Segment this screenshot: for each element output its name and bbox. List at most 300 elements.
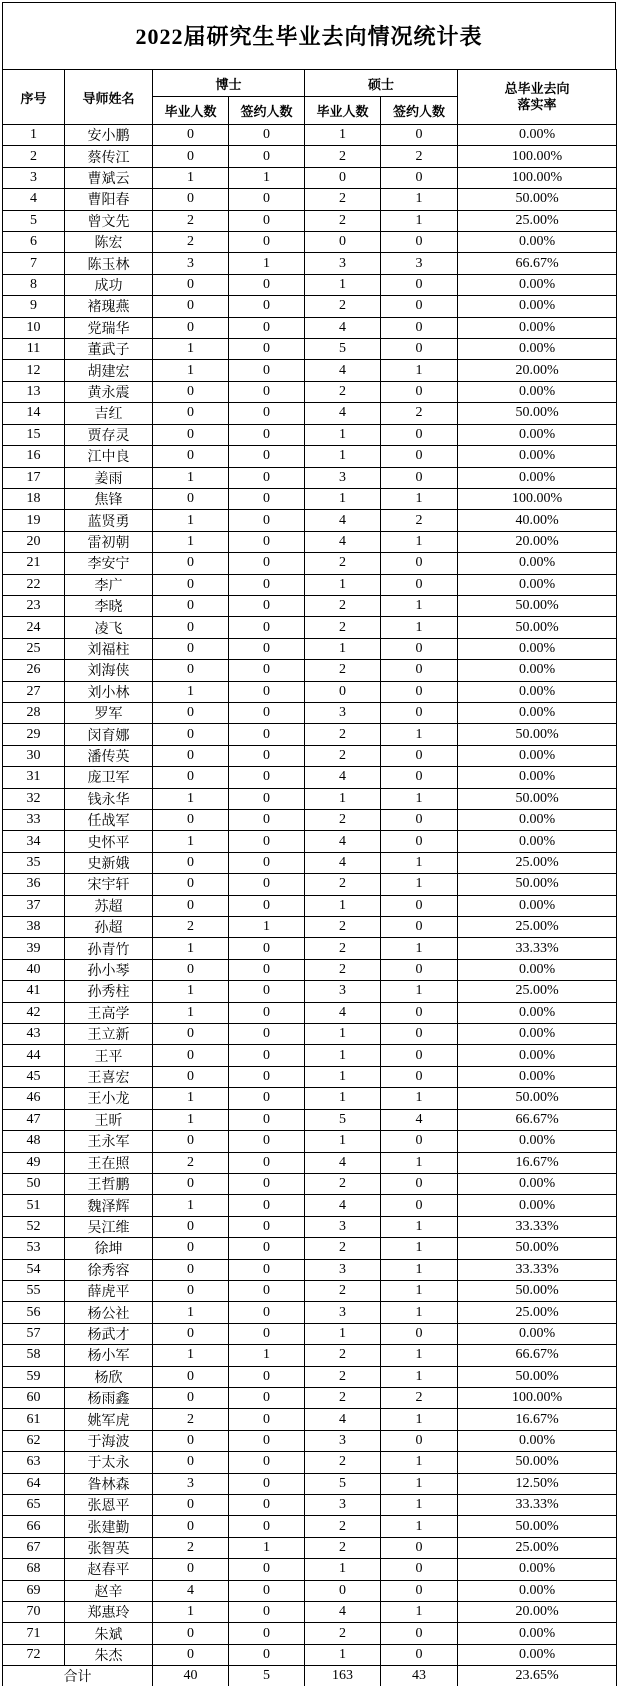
cell-doctor-graduates: 0 [153,1131,229,1152]
table-row [3,1495,617,1516]
cell-placement-rate: 50.00% [458,595,617,616]
cell-placement-rate: 50.00% [458,1452,617,1473]
cell-doctor-signed: 0 [229,1002,305,1023]
table-row [3,531,617,552]
cell-doctor-signed: 0 [229,959,305,980]
col-header-index: 序号 [3,70,65,125]
table-row [3,617,617,638]
cell-doctor-graduates: 1 [153,1195,229,1216]
cell-placement-rate: 50.00% [458,1366,617,1387]
cell-master-graduates: 2 [305,1387,381,1408]
cell-doctor-graduates: 2 [153,232,229,253]
cell-placement-rate: 0.00% [458,660,617,681]
table-row [3,274,617,295]
cell-doctor-signed: 0 [229,1516,305,1537]
cell-master-signed: 1 [381,874,458,895]
total-doctor-signed: 5 [229,1666,305,1686]
cell-master-signed: 0 [381,1323,458,1344]
table-row [3,1216,617,1237]
cell-doctor-graduates: 0 [153,1066,229,1087]
cell-index: 61 [3,1409,65,1430]
cell-doctor-signed: 0 [229,874,305,895]
cell-index: 23 [3,595,65,616]
cell-doctor-graduates: 0 [153,125,229,146]
table-header [3,70,617,125]
cell-doctor-signed: 0 [229,1495,305,1516]
table-row [3,339,617,360]
cell-index: 2 [3,146,65,167]
cell-doctor-graduates: 0 [153,317,229,338]
cell-doctor-graduates: 0 [153,1387,229,1408]
cell-master-signed: 0 [381,296,458,317]
cell-master-graduates: 1 [305,574,381,595]
cell-master-signed: 1 [381,189,458,210]
col-header-advisor-name: 导师姓名 [65,70,153,125]
cell-doctor-signed: 0 [229,1131,305,1152]
cell-master-graduates: 2 [305,1452,381,1473]
cell-advisor-name: 杨小军 [65,1345,153,1366]
cell-doctor-graduates: 0 [153,1452,229,1473]
cell-doctor-signed: 0 [229,1323,305,1344]
cell-master-signed: 0 [381,638,458,659]
cell-doctor-graduates: 1 [153,831,229,852]
cell-index: 38 [3,917,65,938]
cell-advisor-name: 姚军虎 [65,1409,153,1430]
cell-master-signed: 0 [381,1066,458,1087]
cell-advisor-name: 凌飞 [65,617,153,638]
cell-placement-rate: 25.00% [458,852,617,873]
cell-placement-rate: 0.00% [458,467,617,488]
cell-index: 72 [3,1644,65,1665]
cell-master-graduates: 2 [305,189,381,210]
cell-placement-rate: 25.00% [458,1537,617,1558]
cell-advisor-name: 成功 [65,274,153,295]
cell-placement-rate: 0.00% [458,1002,617,1023]
cell-master-signed: 1 [381,1409,458,1430]
cell-master-graduates: 2 [305,959,381,980]
cell-doctor-graduates: 1 [153,681,229,702]
rate-header-line1: 总毕业去向 [504,80,570,96]
cell-placement-rate: 40.00% [458,510,617,531]
cell-advisor-name: 江中良 [65,446,153,467]
cell-master-graduates: 1 [305,1559,381,1580]
cell-master-signed: 0 [381,339,458,360]
cell-placement-rate: 0.00% [458,959,617,980]
cell-doctor-signed: 0 [229,488,305,509]
table-row [3,1131,617,1152]
table-row [3,660,617,681]
col-header-doctor-group: 博士 [153,70,305,97]
cell-index: 34 [3,831,65,852]
cell-index: 3 [3,167,65,188]
cell-doctor-graduates: 0 [153,1495,229,1516]
cell-advisor-name: 蔡传江 [65,146,153,167]
statistics-table [2,69,617,1686]
cell-index: 18 [3,488,65,509]
table-row [3,146,617,167]
cell-master-graduates: 1 [305,1644,381,1665]
cell-doctor-graduates: 0 [153,895,229,916]
table-row [3,1366,617,1387]
table-row [3,1430,617,1451]
cell-doctor-graduates: 1 [153,1345,229,1366]
cell-index: 1 [3,125,65,146]
cell-advisor-name: 褚瑰燕 [65,296,153,317]
cell-doctor-graduates: 0 [153,702,229,723]
total-master-graduates: 163 [305,1666,381,1686]
cell-master-graduates: 1 [305,1024,381,1045]
cell-master-signed: 0 [381,1045,458,1066]
cell-master-graduates: 3 [305,1259,381,1280]
cell-advisor-name: 曹斌云 [65,167,153,188]
cell-advisor-name: 张智英 [65,1537,153,1558]
cell-advisor-name: 贾存灵 [65,424,153,445]
cell-doctor-signed: 1 [229,167,305,188]
cell-advisor-name: 王高学 [65,1002,153,1023]
cell-master-signed: 3 [381,253,458,274]
cell-placement-rate: 50.00% [458,1516,617,1537]
table-row [3,553,617,574]
cell-placement-rate: 100.00% [458,488,617,509]
cell-placement-rate: 100.00% [458,167,617,188]
cell-doctor-graduates: 1 [153,167,229,188]
cell-index: 26 [3,660,65,681]
cell-doctor-signed: 0 [229,1195,305,1216]
cell-doctor-signed: 0 [229,317,305,338]
table-row [3,424,617,445]
cell-master-signed: 0 [381,917,458,938]
cell-master-signed: 0 [381,274,458,295]
cell-doctor-signed: 0 [229,1173,305,1194]
cell-doctor-signed: 1 [229,1345,305,1366]
cell-master-signed: 0 [381,895,458,916]
cell-advisor-name: 李广 [65,574,153,595]
cell-placement-rate: 0.00% [458,1024,617,1045]
cell-master-graduates: 1 [305,638,381,659]
table-row [3,938,617,959]
cell-advisor-name: 薛虎平 [65,1280,153,1301]
cell-master-signed: 1 [381,1452,458,1473]
table-row [3,1088,617,1109]
table-row [3,1623,617,1644]
table-row [3,1259,617,1280]
cell-index: 31 [3,767,65,788]
col-header-doctor-signed: 签约人数 [229,97,305,125]
cell-doctor-graduates: 1 [153,467,229,488]
cell-placement-rate: 0.00% [458,274,617,295]
cell-doctor-graduates: 0 [153,446,229,467]
cell-master-graduates: 3 [305,1430,381,1451]
cell-advisor-name: 王哲鹏 [65,1173,153,1194]
cell-doctor-signed: 0 [229,381,305,402]
cell-doctor-signed: 1 [229,917,305,938]
cell-advisor-name: 赵辛 [65,1580,153,1601]
cell-advisor-name: 史新娥 [65,852,153,873]
cell-advisor-name: 闵育娜 [65,724,153,745]
cell-advisor-name: 张恩平 [65,1495,153,1516]
cell-advisor-name: 李安宁 [65,553,153,574]
cell-doctor-graduates: 0 [153,1430,229,1451]
table-row [3,1580,617,1601]
cell-master-signed: 0 [381,1195,458,1216]
cell-master-signed: 1 [381,724,458,745]
cell-placement-rate: 50.00% [458,874,617,895]
cell-master-signed: 2 [381,510,458,531]
cell-master-graduates: 5 [305,1473,381,1494]
cell-master-graduates: 2 [305,1280,381,1301]
table-row [3,831,617,852]
cell-doctor-signed: 0 [229,189,305,210]
cell-doctor-graduates: 0 [153,810,229,831]
cell-doctor-graduates: 1 [153,339,229,360]
cell-doctor-signed: 0 [229,1623,305,1644]
cell-master-graduates: 0 [305,681,381,702]
cell-placement-rate: 12.50% [458,1473,617,1494]
cell-master-graduates: 0 [305,1580,381,1601]
cell-advisor-name: 杨欣 [65,1366,153,1387]
cell-placement-rate: 50.00% [458,724,617,745]
cell-master-signed: 1 [381,531,458,552]
cell-index: 70 [3,1602,65,1623]
table-row [3,1045,617,1066]
cell-doctor-graduates: 1 [153,788,229,809]
table-row [3,1516,617,1537]
cell-advisor-name: 王立新 [65,1024,153,1045]
cell-master-signed: 0 [381,1430,458,1451]
cell-master-signed: 0 [381,1024,458,1045]
cell-placement-rate: 0.00% [458,1066,617,1087]
cell-doctor-signed: 0 [229,895,305,916]
total-row [3,1666,617,1686]
cell-index: 45 [3,1066,65,1087]
table-row [3,981,617,1002]
table-row [3,1002,617,1023]
cell-index: 5 [3,210,65,231]
cell-doctor-graduates: 0 [153,1024,229,1045]
cell-doctor-signed: 0 [229,660,305,681]
table-row [3,1473,617,1494]
cell-master-signed: 4 [381,1109,458,1130]
cell-doctor-graduates: 0 [153,1323,229,1344]
table-row [3,296,617,317]
table-row [3,1302,617,1323]
cell-placement-rate: 66.67% [458,253,617,274]
cell-index: 59 [3,1366,65,1387]
cell-advisor-name: 张建勤 [65,1516,153,1537]
cell-index: 33 [3,810,65,831]
cell-master-graduates: 2 [305,917,381,938]
cell-advisor-name: 黄永震 [65,381,153,402]
cell-index: 35 [3,852,65,873]
cell-master-graduates: 1 [305,446,381,467]
cell-master-signed: 1 [381,788,458,809]
cell-advisor-name: 潘传英 [65,745,153,766]
cell-advisor-name: 于太永 [65,1452,153,1473]
cell-index: 19 [3,510,65,531]
cell-doctor-signed: 0 [229,574,305,595]
cell-master-signed: 0 [381,167,458,188]
cell-master-graduates: 4 [305,510,381,531]
cell-placement-rate: 33.33% [458,1216,617,1237]
cell-doctor-signed: 0 [229,1109,305,1130]
cell-advisor-name: 杨武才 [65,1323,153,1344]
cell-doctor-signed: 0 [229,724,305,745]
cell-index: 12 [3,360,65,381]
cell-index: 43 [3,1024,65,1045]
cell-doctor-signed: 0 [229,1259,305,1280]
cell-master-graduates: 3 [305,253,381,274]
cell-index: 7 [3,253,65,274]
cell-index: 37 [3,895,65,916]
cell-master-graduates: 4 [305,403,381,424]
cell-doctor-graduates: 0 [153,767,229,788]
cell-advisor-name: 于海波 [65,1430,153,1451]
cell-advisor-name: 苏超 [65,895,153,916]
cell-doctor-signed: 0 [229,210,305,231]
table-row [3,745,617,766]
cell-master-graduates: 2 [305,874,381,895]
cell-master-signed: 1 [381,1345,458,1366]
cell-master-signed: 0 [381,1559,458,1580]
cell-index: 48 [3,1131,65,1152]
cell-master-signed: 1 [381,617,458,638]
cell-master-signed: 0 [381,1537,458,1558]
col-header-master-graduates: 毕业人数 [305,97,381,125]
cell-doctor-signed: 0 [229,274,305,295]
cell-master-graduates: 1 [305,1323,381,1344]
cell-master-graduates: 4 [305,317,381,338]
col-header-master-signed: 签约人数 [381,97,458,125]
cell-doctor-graduates: 1 [153,360,229,381]
cell-doctor-signed: 0 [229,232,305,253]
table-row [3,1602,617,1623]
cell-index: 22 [3,574,65,595]
cell-master-graduates: 3 [305,981,381,1002]
cell-doctor-signed: 0 [229,1045,305,1066]
table-row [3,638,617,659]
cell-doctor-signed: 0 [229,1559,305,1580]
total-label: 合计 [3,1666,153,1686]
cell-advisor-name: 刘海侠 [65,660,153,681]
cell-placement-rate: 0.00% [458,296,617,317]
cell-index: 71 [3,1623,65,1644]
cell-advisor-name: 雷初朝 [65,531,153,552]
cell-doctor-signed: 0 [229,767,305,788]
table-row [3,189,617,210]
cell-master-signed: 0 [381,446,458,467]
cell-doctor-graduates: 2 [153,917,229,938]
cell-index: 50 [3,1173,65,1194]
cell-doctor-graduates: 0 [153,617,229,638]
cell-doctor-graduates: 0 [153,381,229,402]
cell-master-signed: 1 [381,981,458,1002]
cell-master-signed: 1 [381,1216,458,1237]
cell-placement-rate: 16.67% [458,1152,617,1173]
cell-advisor-name: 吉红 [65,403,153,424]
cell-advisor-name: 王小龙 [65,1088,153,1109]
cell-placement-rate: 0.00% [458,681,617,702]
col-header-doctor-graduates: 毕业人数 [153,97,229,125]
cell-doctor-signed: 0 [229,638,305,659]
cell-index: 16 [3,446,65,467]
cell-index: 57 [3,1323,65,1344]
cell-doctor-signed: 0 [229,146,305,167]
cell-index: 27 [3,681,65,702]
cell-placement-rate: 66.67% [458,1345,617,1366]
table-row [3,1238,617,1259]
table-row [3,1323,617,1344]
table-row [3,1173,617,1194]
cell-master-signed: 2 [381,1387,458,1408]
cell-index: 41 [3,981,65,1002]
cell-advisor-name: 杨雨鑫 [65,1387,153,1408]
table-row [3,1387,617,1408]
cell-master-graduates: 5 [305,1109,381,1130]
cell-index: 55 [3,1280,65,1301]
cell-index: 24 [3,617,65,638]
table-row [3,360,617,381]
table-row [3,895,617,916]
cell-index: 53 [3,1238,65,1259]
table-row [3,1452,617,1473]
cell-doctor-graduates: 0 [153,1559,229,1580]
cell-placement-rate: 100.00% [458,146,617,167]
cell-placement-rate: 0.00% [458,1173,617,1194]
cell-index: 10 [3,317,65,338]
cell-advisor-name: 杨公社 [65,1302,153,1323]
cell-doctor-graduates: 1 [153,1002,229,1023]
cell-master-graduates: 2 [305,724,381,745]
table-row [3,702,617,723]
cell-index: 51 [3,1195,65,1216]
cell-index: 49 [3,1152,65,1173]
page-title: 2022届研究生毕业去向情况统计表 [2,2,616,69]
cell-placement-rate: 0.00% [458,424,617,445]
cell-master-signed: 1 [381,210,458,231]
cell-advisor-name: 徐秀容 [65,1259,153,1280]
cell-placement-rate: 0.00% [458,895,617,916]
cell-master-graduates: 4 [305,1409,381,1430]
cell-master-signed: 0 [381,681,458,702]
table-row [3,574,617,595]
cell-advisor-name: 董武子 [65,339,153,360]
cell-doctor-graduates: 0 [153,1644,229,1665]
cell-advisor-name: 王昕 [65,1109,153,1130]
cell-doctor-signed: 0 [229,1602,305,1623]
table-row [3,810,617,831]
cell-master-signed: 0 [381,467,458,488]
cell-advisor-name: 宋宇轩 [65,874,153,895]
cell-master-graduates: 2 [305,660,381,681]
table-row [3,403,617,424]
cell-doctor-signed: 0 [229,296,305,317]
cell-doctor-graduates: 0 [153,403,229,424]
cell-advisor-name: 朱杰 [65,1644,153,1665]
cell-placement-rate: 0.00% [458,1131,617,1152]
cell-master-graduates: 2 [305,595,381,616]
cell-advisor-name: 蓝贤勇 [65,510,153,531]
cell-master-graduates: 2 [305,1623,381,1644]
table-row [3,488,617,509]
cell-master-signed: 0 [381,745,458,766]
cell-placement-rate: 0.00% [458,232,617,253]
cell-placement-rate: 0.00% [458,745,617,766]
cell-index: 63 [3,1452,65,1473]
cell-doctor-signed: 0 [229,1452,305,1473]
cell-doctor-graduates: 0 [153,724,229,745]
cell-master-signed: 1 [381,1238,458,1259]
cell-advisor-name: 魏泽辉 [65,1195,153,1216]
